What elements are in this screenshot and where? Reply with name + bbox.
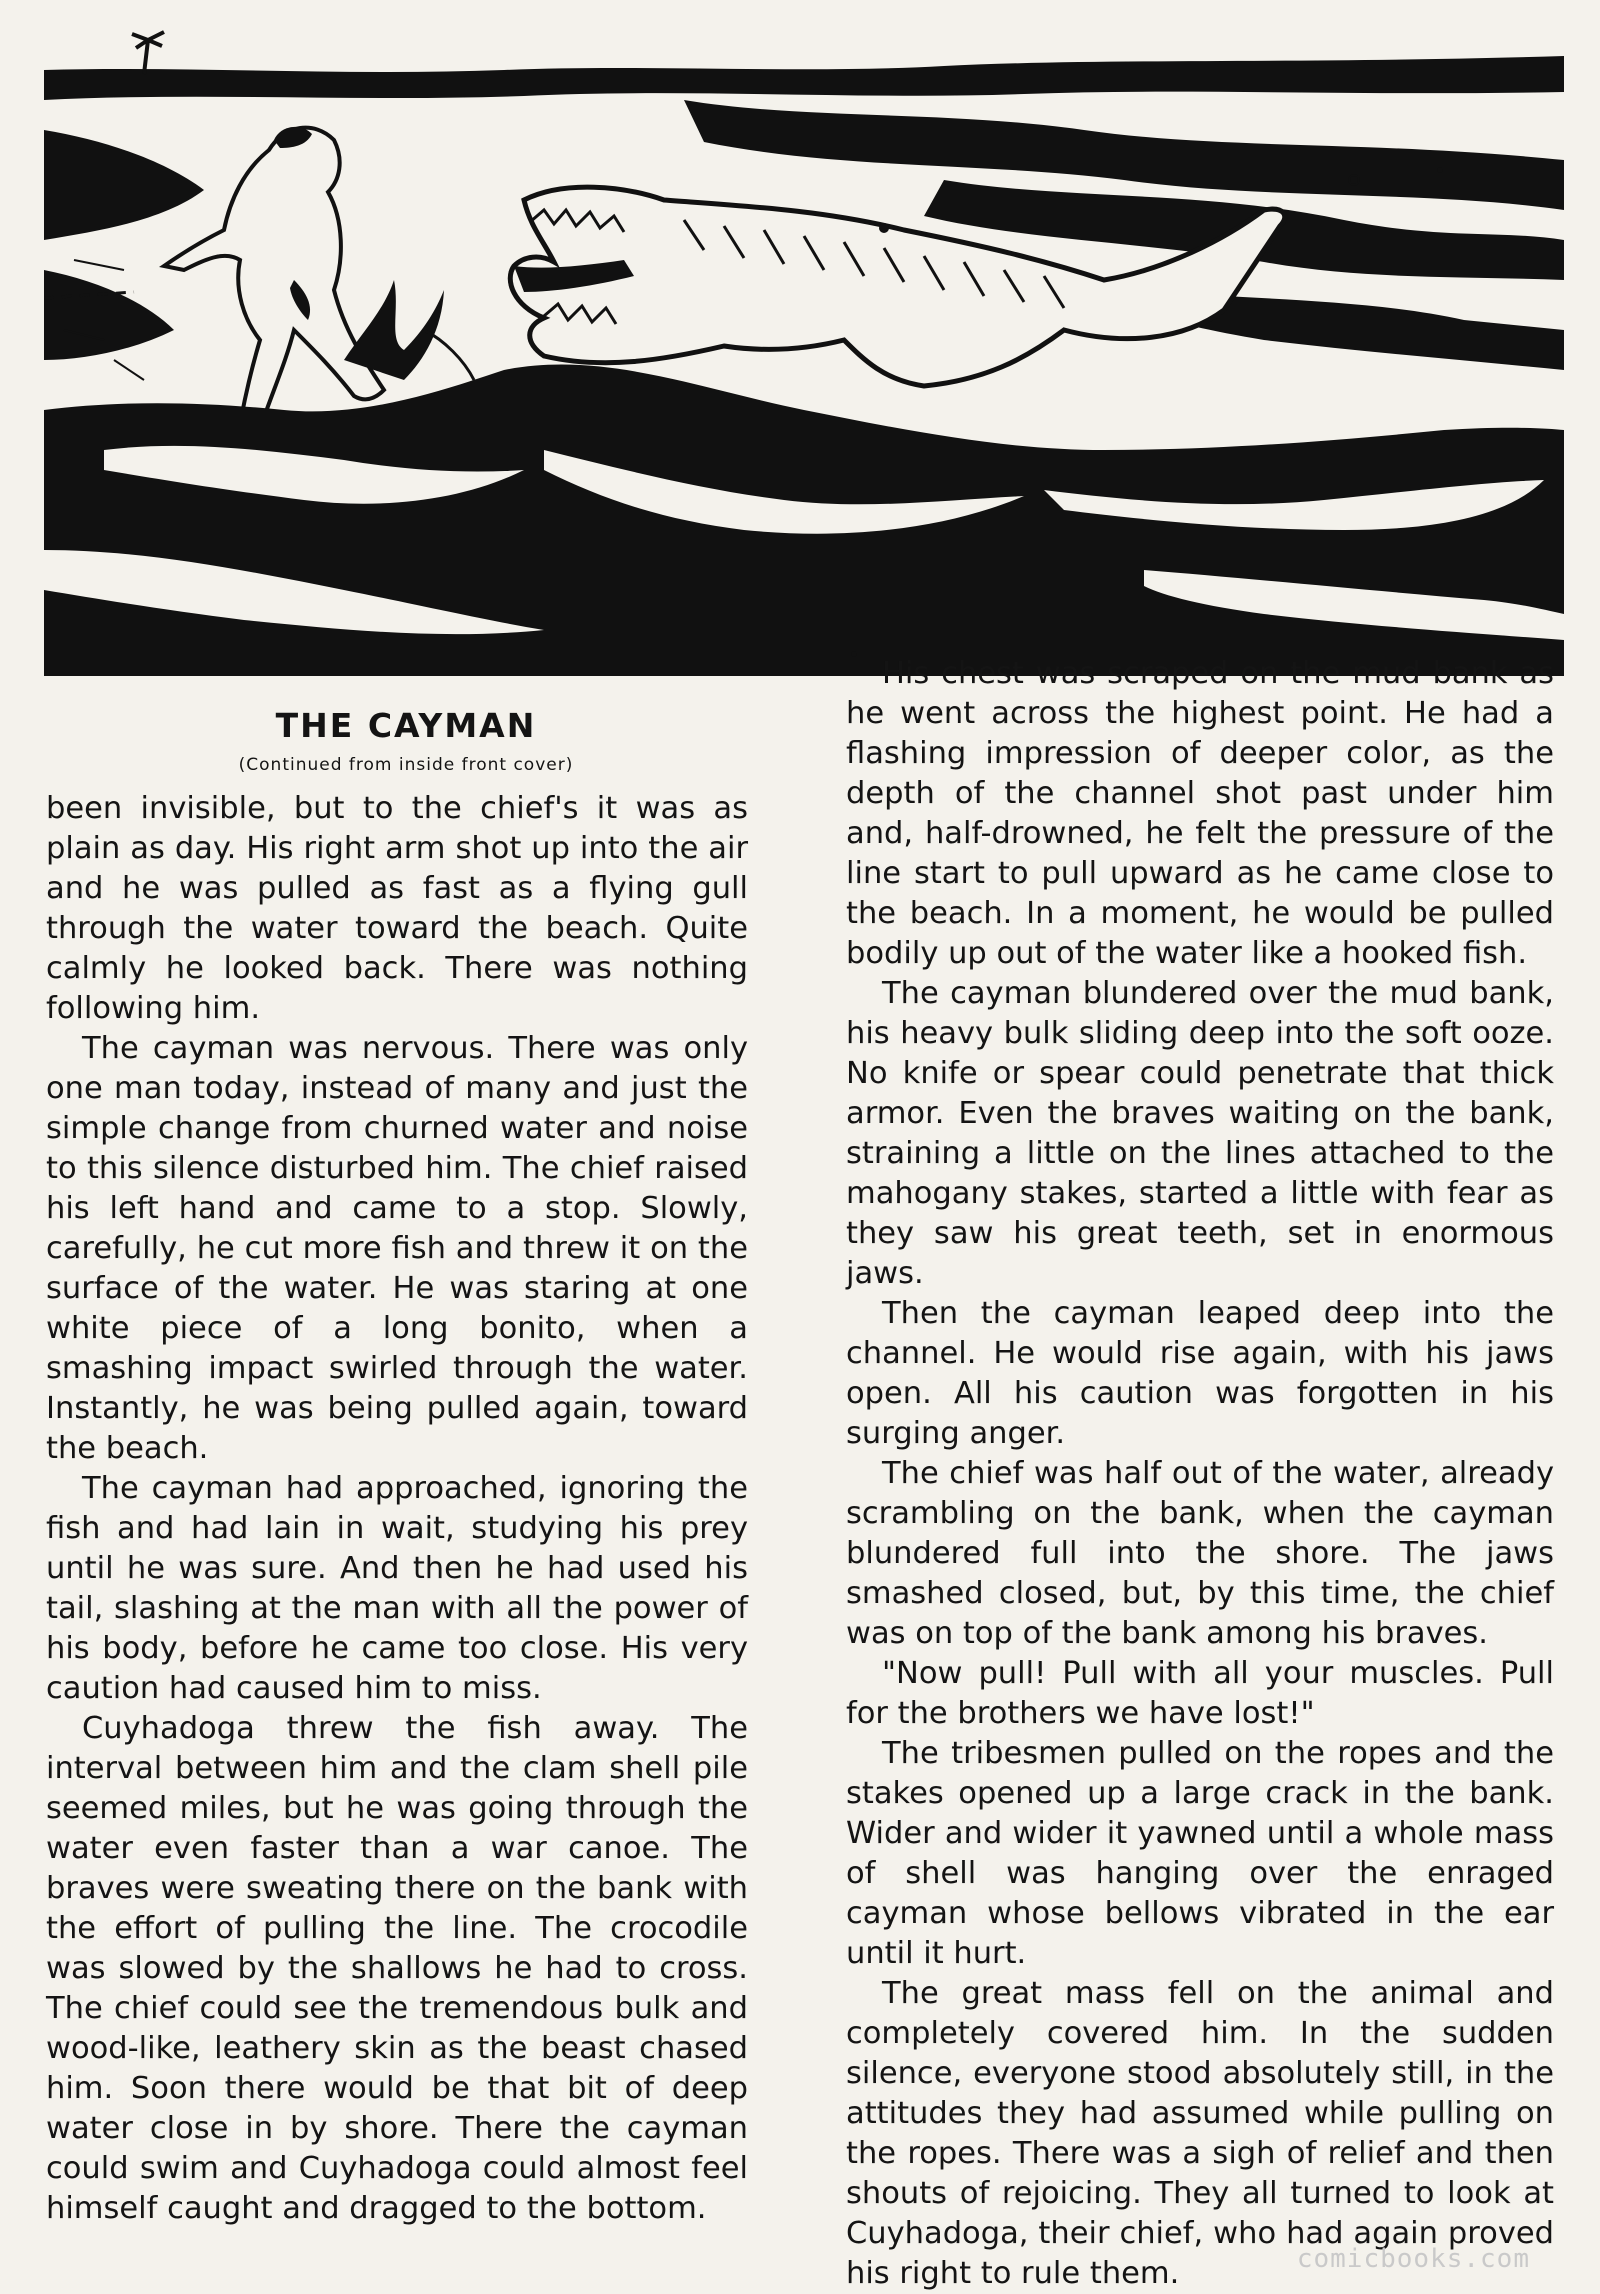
article-title: THE CAYMAN bbox=[275, 706, 537, 745]
right-text-column bbox=[846, 654, 1554, 2294]
paragraph: His chest was scraped on the mud bank as he went across the highest point. He had a flashing impression of deeper color, as the depth of the channel shot past under him and, half-drowned, he felt the pressure of the line start to pull upward as he came close to the beach. In a moment, he would be pulled bodily up out of the water like a hooked fish. bbox=[846, 656, 1554, 971]
illustration-art bbox=[44, 30, 1564, 676]
paragraph: Cuyhadoga threw the fish away. The interval between him and the clam shell pile seemed miles, but he was going through the water even faster than a war canoe. The braves were sweating there on the bank with the effort of pulling the line. The crocodile was slowed by the shallows he had to cross. The chief could see the tremendous bulk and wood-like, leathery skin as the beast chased him. Soon there would be that bit of deep water close in by shore. There the cayman could swim and Cuyhadoga could almost feel himself caught and dragged to the bottom. bbox=[46, 1711, 748, 2226]
paragraph: The great mass fell on the animal and completely covered him. In the sudden silence, everyone stood absolutely still, in the attitudes they had assumed while pulling on the ropes. There was a sigh of relief and then shouts of rejoicing. They all turned to look at Cuyhadoga, their chief, who had again proved his right to rule them. bbox=[846, 1976, 1554, 2291]
paragraph: "Now pull! Pull with all your muscles. Pull for the brothers we have lost!" bbox=[846, 1656, 1554, 1731]
left-text-column bbox=[46, 706, 748, 2229]
paragraph: The tribesmen pulled on the ropes and the stakes opened up a large crack in the bank. Wider and wider it yawned until a whole mass of shell was hanging over the enraged cayman whose bellows vibrated in the ear until it hurt. bbox=[846, 1736, 1554, 1971]
paragraph: The cayman had approached, ignoring the fish and had lain in wait, studying his prey until he was sure. And then he had used his tail, slashing at the man with all the power of his body, before he came too close. His very caution had caused him to miss. bbox=[46, 1471, 748, 1706]
paragraph: The chief was half out of the water, already scrambling on the bank, when the cayman blundered full into the shore. The jaws smashed closed, but, by this time, the chief was on top of the bank among his braves. bbox=[846, 1456, 1554, 1651]
paragraph: The cayman blundered over the mud bank, his heavy bulk sliding deep into the soft ooze. No knife or spear could penetrate that thick armor. Even the braves waiting on the bank, straining a little on the lines attached to the mahogany stakes, started a little with fear as they saw his great teeth, set in enormous jaws. bbox=[846, 976, 1554, 1291]
paragraph: The cayman was nervous. There was only one man today, instead of many and just the simple change from churned water and noise to this silence disturbed him. The chief raised his left hand and came to a stop. Slowly, carefully, he cut more fish and threw it on the surface of the water. He was staring at one white piece of a long bonito, when a smashing impact swirled through the water. Instantly, he was being pulled again, toward the beach. bbox=[46, 1031, 748, 1466]
paragraph: been invisible, but to the chief's it was as plain as day. His right arm shot up into the air and he was pulled as fast as a flying gull through the water toward the beach. Quite calmly he looked back. There was nothing following him. bbox=[46, 791, 748, 1026]
article-subtitle: (Continued from inside front cover) bbox=[238, 755, 574, 775]
paragraph: Then the cayman leaped deep into the channel. He would rise again, with his jaws open. All his caution was forgotten in his surging anger. bbox=[846, 1296, 1554, 1451]
cayman-illustration bbox=[44, 30, 1564, 676]
site-watermark: comicbooks.com bbox=[1296, 2244, 1530, 2274]
